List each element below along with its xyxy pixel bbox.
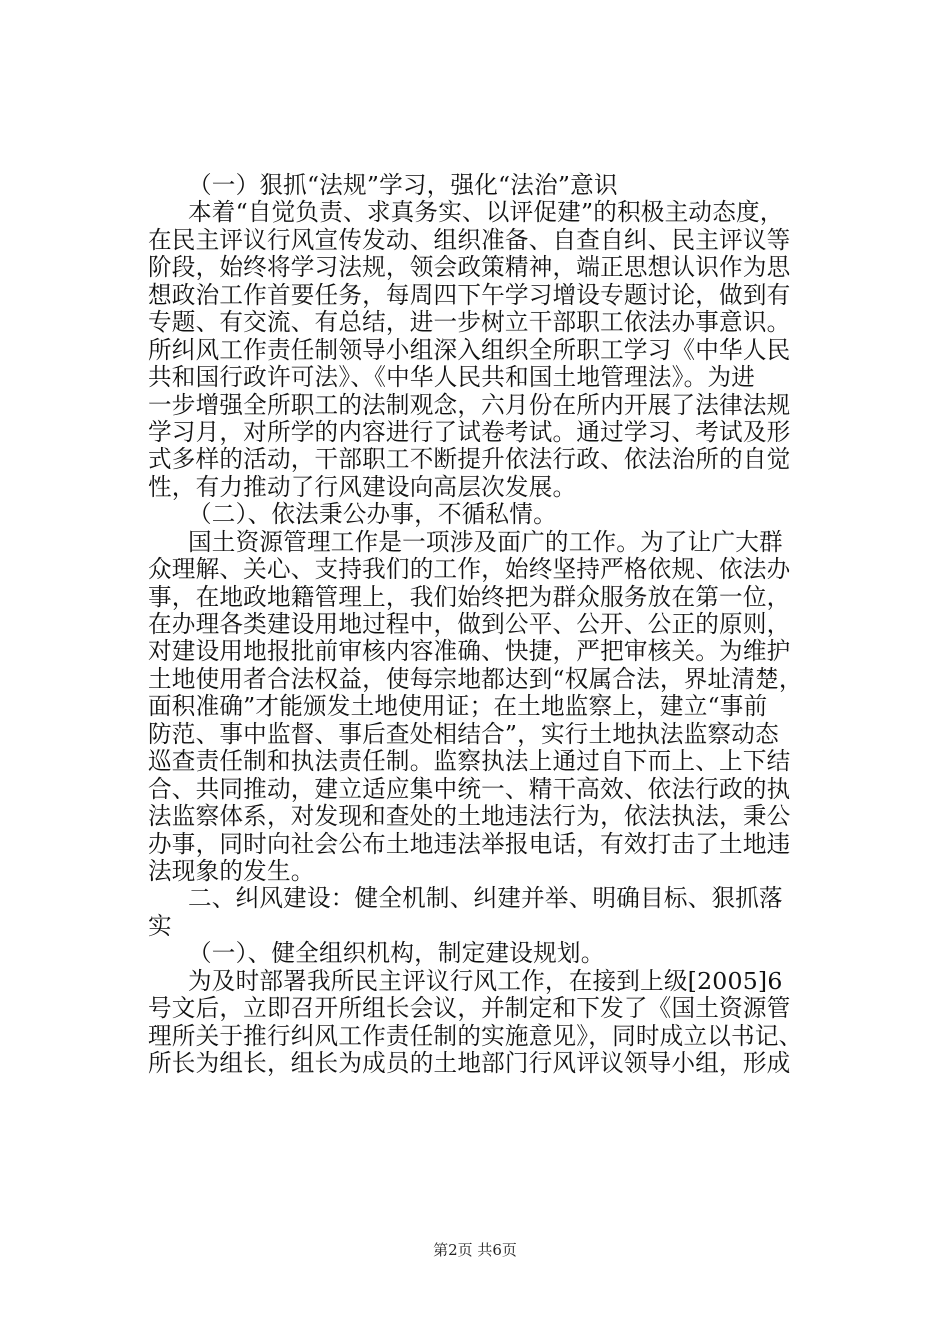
text-line: 所纠风工作责任制领导小组深入组织全所职工学习《中华人民 (148, 336, 791, 364)
text-line: 性，有力推动了行风建设向高层次发展。 (148, 473, 577, 501)
text-line: 号文后，立即召开所组长会议，并制定和下发了《国土资源管 (148, 995, 791, 1023)
text-line: 众理解、关心、支持我们的工作，始终坚持严格依规、依法办 (148, 556, 791, 584)
text-line: 阶段，始终将学习法规，领会政策精神，端正思想认识作为思 (148, 254, 791, 282)
text-line: 式多样的活动，干部职工不断提升依法行政、依法治所的自觉 (148, 446, 791, 474)
document-body (148, 172, 840, 1077)
text-line: 办事，同时向社会公布土地违法举报电话，有效打击了土地违 (148, 830, 791, 858)
text-line: 学习月，对所学的内容进行了试卷考试。通过学习、考试及形 (148, 418, 791, 446)
text-line: （二）、依法秉公办事，不循私情。 (188, 501, 557, 529)
text-line: 一步增强全所职工的法制观念，六月份在所内开展了法律法规 (148, 391, 791, 419)
text-line: 国土资源管理工作是一项涉及面广的工作。为了让广大群 (188, 528, 783, 556)
text-line: 实 (148, 912, 172, 940)
text-line: 在办理各类建设用地过程中，做到公平、公开、公正的原则， (148, 611, 791, 638)
text-line: 土地使用者合法权益，使每宗地都达到“权属合法，界址清楚， (148, 665, 803, 693)
text-line: 在民主评议行风宣传发动、组织准备、自查自纠、民主评议等 (148, 226, 791, 254)
text-line: 二、纠风建设：健全机制、纠建并举、明确目标、狠抓落 (188, 885, 783, 913)
text-line: 想政治工作首要任务，每周四下午学习增设专题讨论，做到有 (148, 281, 791, 309)
text-line: 面积准确”才能颁发土地使用证；在土地监察上，建立“事前 (148, 693, 768, 721)
page-footer: 第2页 共6页 (433, 1241, 517, 1259)
text-line: 巡查责任制和执法责任制。监察执法上通过自下而上、上下结 (148, 748, 791, 776)
text-line: 法监察体系，对发现和查处的土地违法行为，依法执法，秉公 (148, 803, 791, 831)
text-line: 为及时部署我所民主评议行风工作，在接到上级[2005]6 (188, 967, 783, 995)
text-line: 法现象的发生。 (148, 857, 315, 885)
text-line: 合、共同推动，建立适应集中统一、精干高效、依法行政的执 (148, 775, 791, 803)
text-line: 所长为组长，组长为成员的土地部门行风评议领导小组，形成 (148, 1050, 791, 1077)
text-line: （一）、健全组织机构，制定建设规划。 (188, 940, 605, 968)
text-line: 对建设用地报批前审核内容准确、快捷，严把审核关。为维护 (148, 638, 791, 666)
text-line: 理所关于推行纠风工作责任制的实施意见》，同时成立以书记、 (148, 1022, 803, 1050)
text-line: 本着“自觉负责、求真务实、以评促建”的积极主动态度， (188, 199, 784, 227)
text-line: （一）狠抓“法规”学习，强化“法治”意识 (188, 172, 618, 199)
text-line: 防范、事中监督、事后查处相结合”，实行土地执法监察动态 (148, 720, 779, 748)
text-line: 共和国行政许可法》、《中华人民共和国土地管理法》。为进 (148, 364, 756, 392)
text-line: 事，在地政地籍管理上，我们始终把为群众服务放在第一位， (148, 583, 791, 611)
text-line: 专题、有交流、有总结，进一步树立干部职工依法办事意识。 (148, 309, 791, 337)
